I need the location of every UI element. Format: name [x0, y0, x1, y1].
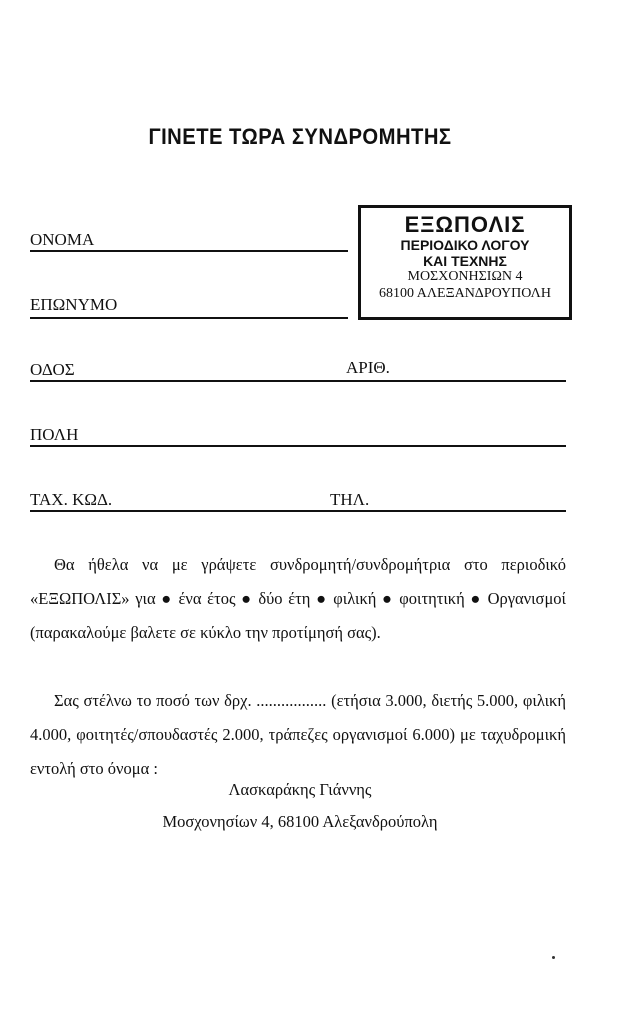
last-name-label: ΕΠΩΝΥΜΟ	[30, 295, 118, 314]
stamp-street: ΜΟΣΧΟΝΗΣΙΩΝ 4	[407, 269, 523, 285]
payment-paragraph	[30, 684, 566, 786]
print-speck	[552, 956, 555, 959]
stamp-city: 68100 ΑΛΕΞΑΝΔΡΟΥΠΟΛΗ	[379, 285, 551, 301]
payment-text: Σας στέλνω το ποσό των δρχ. ................. (ετήσια 3.000, διετής 5.000, φιλική 4.000, φοιτητές/σπουδαστές 2.000, τράπεζες οργανισμοί 6.000) με ταχυδρομική εντολή στο όνομα :	[30, 691, 566, 778]
postcode-label: ΤΑΧ. ΚΩΔ.	[30, 490, 113, 509]
stamp-magazine-name: ΕΞΩΠΟΛΙΣ	[404, 212, 526, 237]
page-title: ΓΙΝΕΤΕ ΤΩΡΑ ΣΥΝΔΡΟΜΗΤΗΣ	[148, 124, 452, 149]
subscription-text: Θα ήθελα να με γράψετε συνδρομητή/συνδρομήτρια στο περιοδικό «ΕΞΩΠΟΛΙΣ» για ● ένα έτος ● δύο έτη ● φιλική ● φοιτητική ● Οργανισμοί (παρακαλούμε βαλετε σε κύκλο την προτίμησή σας).	[30, 555, 566, 642]
publisher-stamp	[358, 205, 572, 320]
postcode-phone-line[interactable]	[30, 510, 566, 512]
first-name-line[interactable]	[30, 250, 348, 252]
street-line[interactable]	[30, 380, 566, 382]
stamp-subtitle-2: ΚΑΙ ΤΕΧΝΗΣ	[423, 253, 507, 270]
recipient-address: Μοσχονησίων 4, 68100 Αλεξανδρούπολη	[162, 812, 438, 831]
city-line[interactable]	[30, 445, 566, 447]
city-label: ΠΟΛΗ	[30, 425, 79, 444]
first-name-label: ΟΝΟΜΑ	[30, 230, 95, 249]
street-label: ΟΔΟΣ	[30, 360, 75, 379]
recipient-name: Λασκαράκης Γιάννης	[228, 780, 372, 799]
last-name-line[interactable]	[30, 317, 348, 319]
subscription-paragraph	[30, 548, 566, 650]
number-label: ΑΡΙΘ.	[346, 358, 390, 377]
stamp-subtitle-1: ΠΕΡΙΟΔΙΚΟ ΛΟΓΟΥ	[400, 237, 530, 254]
phone-label: ΤΗΛ.	[330, 490, 370, 509]
